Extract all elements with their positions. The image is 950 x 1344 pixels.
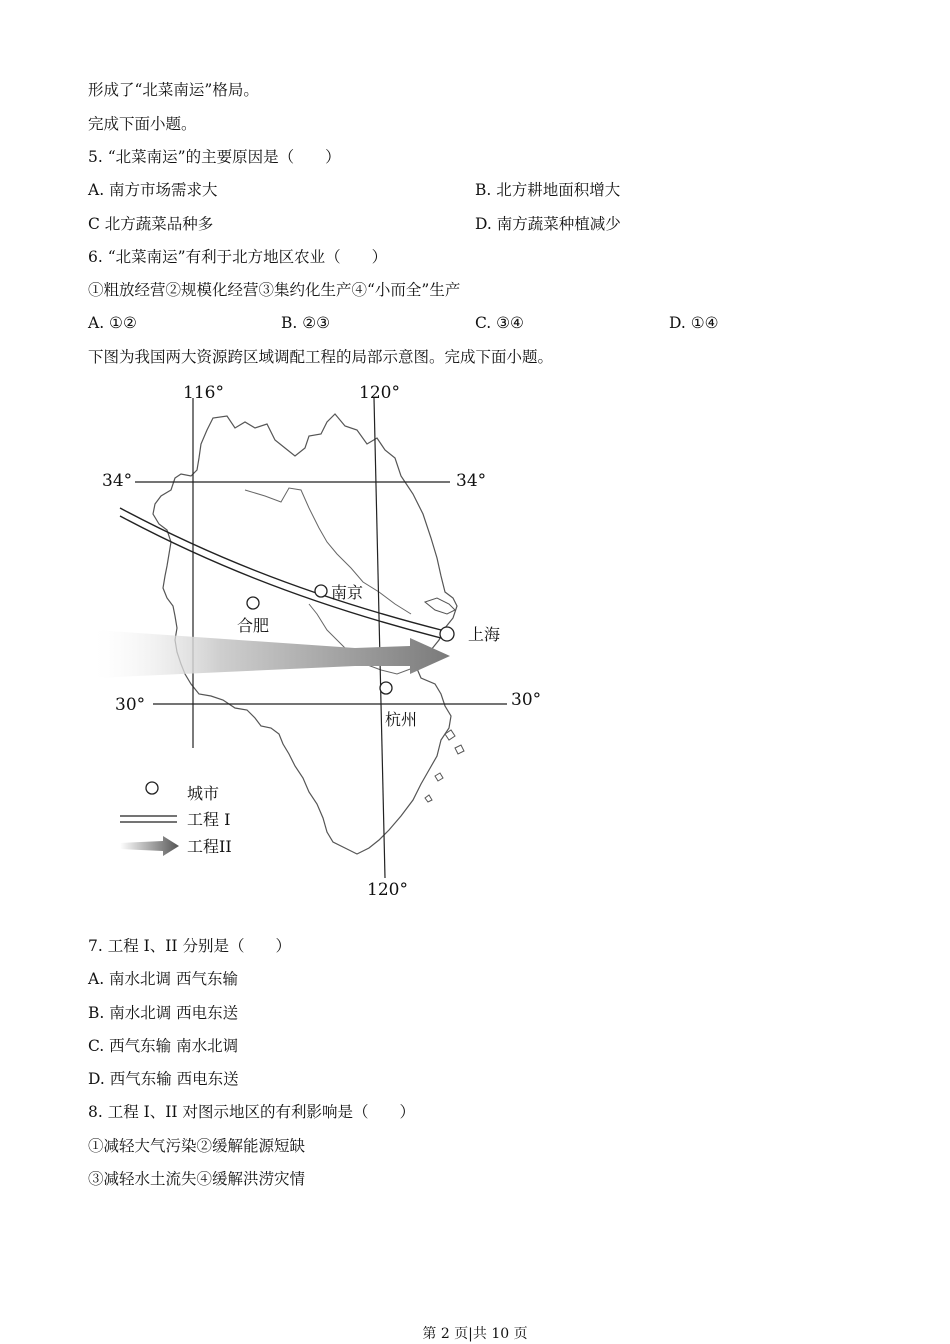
legend-city-label: 城市 [187,784,220,803]
city-nanjing-marker [315,585,327,597]
q8-statements-2: ③减轻水土流失④缓解洪涝灾情 [88,1170,306,1188]
lon-label-116: 116° [183,383,224,403]
q6-option-d: D. ①④ [669,314,719,332]
lon-label-120-top: 120° [359,383,400,403]
city-hangzhou-marker [380,682,392,694]
q5-option-b: B. 北方耕地面积增大 [475,181,621,199]
q7-option-b: B. 南水北调 西电东送 [88,1004,239,1022]
city-hangzhou-label: 杭州 [385,710,418,729]
intro-tail: 形成了“北菜南运”格局。 [88,81,259,99]
legend-city-icon [146,782,158,794]
q6-option-b: B. ②③ [281,314,331,332]
city-hefei-marker [247,597,259,609]
instruction: 完成下面小题。 [88,115,197,133]
q7-option-a: A. 南水北调 西气东输 [88,970,238,988]
lat-label-34-left: 34° [102,471,133,491]
project2-arrow [95,630,450,678]
legend-project1-label: 工程 I [187,810,231,829]
legend-project2-icon [120,836,179,856]
q7-stem: 7. 工程 I、II 分别是（ ） [88,937,291,955]
q7-option-c: C. 西气东输 南水北调 [88,1037,239,1055]
q6-option-c: C. ③④ [475,314,524,332]
map-intro: 下图为我国两大资源跨区域调配工程的局部示意图。完成下面小题。 [88,348,554,366]
q6-option-a: A. ①② [88,314,137,332]
city-shanghai-marker [440,627,454,641]
q5-option-c: C 北方蔬菜品种多 [88,215,214,233]
lon-label-120-bottom: 120° [367,880,408,900]
resource-transfer-map [95,378,565,903]
page-footer: 第 2 页|共 10 页 [422,1326,528,1342]
q5-option-a: A. 南方市场需求大 [88,181,218,199]
lat-label-34-right: 34° [456,471,487,491]
q5-option-d: D. 南方蔬菜种植减少 [475,215,621,233]
lat-label-30-right: 30° [511,690,542,710]
project1-line [120,508,445,631]
q6-stem: 6. “北菜南运”有利于北方地区农业（ ） [88,248,388,266]
q7-option-d: D. 西气东输 西电东送 [88,1070,239,1088]
meridian-120 [374,398,385,878]
legend-project2-label: 工程II [187,837,232,856]
q5-stem: 5. “北菜南运”的主要原因是（ ） [88,148,341,166]
lat-label-30-left: 30° [115,695,146,715]
city-nanjing-label: 南京 [331,583,364,602]
q8-statements-1: ①减轻大气污染②缓解能源短缺 [88,1137,306,1155]
city-shanghai-label: 上海 [468,625,501,644]
city-hefei-label: 合肥 [237,616,270,635]
q6-statements: ①粗放经营②规模化经营③集约化生产④“小而全”生产 [88,281,461,299]
q8-stem: 8. 工程 I、II 对图示地区的有利影响是（ ） [88,1103,415,1121]
